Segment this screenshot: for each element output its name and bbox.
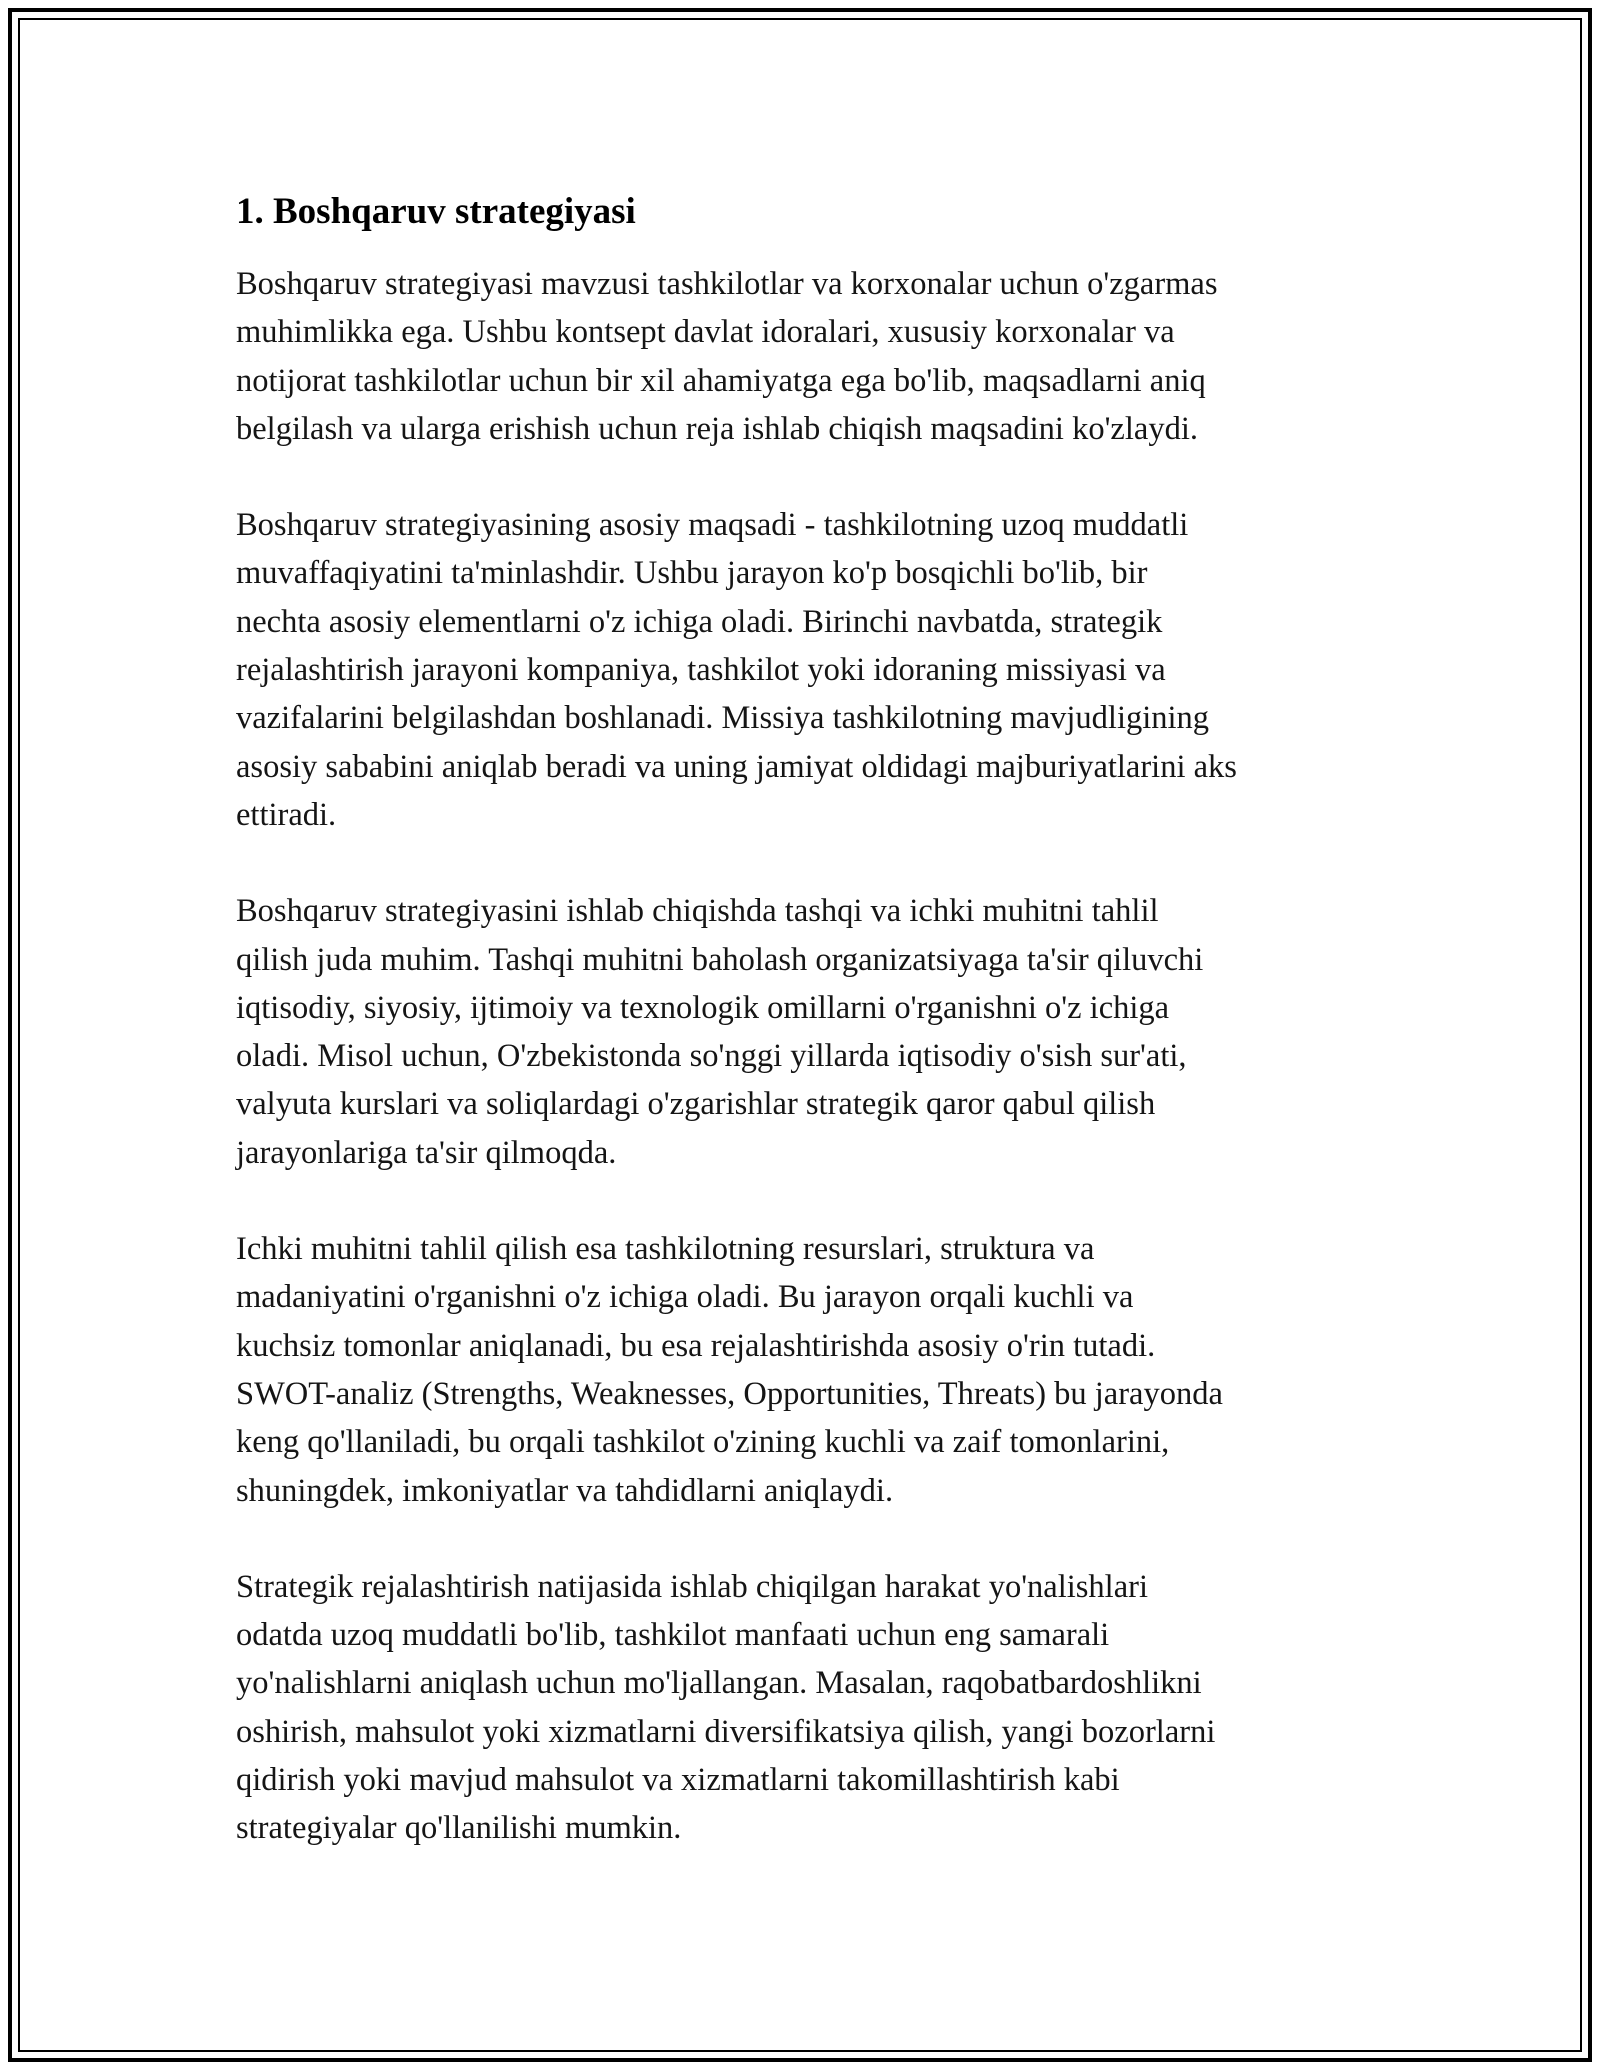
paragraph-line: strategiyalar qo'llanilishi mumkin. [236, 1810, 682, 1847]
paragraph-line: iqtisodiy, siyosiy, ijtimoiy va texnologik omillarni o'rganishni o'z ichiga [236, 989, 1170, 1026]
paragraph-line: valyuta kurslari va soliqlardagi o'zgarishlar strategik qaror qabul qilish [236, 1086, 1156, 1123]
paragraph-line: oladi. Misol uchun, O'zbekistonda so'nggi yillarda iqtisodiy o'sish sur'ati, [236, 1038, 1187, 1075]
paragraph-line: oshirish, mahsulot yoki xizmatlarni diversifikatsiya qilish, yangi bozorlarni [236, 1713, 1216, 1750]
paragraph-3 [236, 887, 1376, 1177]
paragraph-line: notijorat tashkilotlar uchun bir xil ahamiyatga ega bo'lib, maqsadlarni aniq [236, 362, 1206, 399]
paragraph-line: madaniyatini o'rganishni o'z ichiga oladi. Bu jarayon orqali kuchli va [236, 1279, 1134, 1316]
paragraph-line: asosiy sababini aniqlab beradi va uning jamiyat oldidagi majburiyatlarini aks [236, 748, 1237, 785]
paragraph-line: kuchsiz tomonlar aniqlanadi, bu esa rejalashtirishda asosiy o'rin tutadi. [236, 1327, 1156, 1364]
paragraph-line: yo'nalishlarni aniqlash uchun mo'ljallangan. Masalan, raqobatbardoshlikni [236, 1665, 1202, 1702]
paragraph-line: Boshqaruv strategiyasining asosiy maqsadi - tashkilotning uzoq muddatli [236, 507, 1189, 544]
paragraph-line: Boshqaruv strategiyasini ishlab chiqishda tashqi va ichki muhitni tahlil [236, 893, 1159, 930]
paragraph-line: belgilash va ularga erishish uchun reja ishlab chiqish maqsadini ko'zlaydi. [236, 410, 1198, 447]
section-heading: 1. Boshqaruv strategiyasi [236, 191, 636, 232]
paragraph-line: muhimlikka ega. Ushbu kontsept davlat idoralari, xususiy korxonalar va [236, 314, 1175, 351]
paragraph-line: SWOT-analiz (Strengths, Weaknesses, Opportunities, Threats) bu jarayonda [236, 1375, 1223, 1412]
paragraph-line: rejalashtirish jarayoni kompaniya, tashkilot yoki idoraning missiyasi va [236, 652, 1166, 689]
paragraph-line: qilish juda muhim. Tashqi muhitni baholash organizatsiyaga ta'sir qiluvchi [236, 941, 1204, 978]
paragraph-5 [236, 1563, 1376, 1853]
paragraph-4 [236, 1225, 1376, 1515]
paragraph-line: Strategik rejalashtirish natijasida ishlab chiqilgan harakat yo'nalishlari [236, 1568, 1148, 1605]
paragraph-line: Ichki muhitni tahlil qilish esa tashkilotning resurslari, struktura va [236, 1231, 1095, 1268]
paragraph-2 [236, 501, 1376, 839]
paragraph-line: vazifalarini belgilashdan boshlanadi. Missiya tashkilotning mavjudligining [236, 700, 1210, 737]
paragraph-line: keng qo'llaniladi, bu orqali tashkilot o'zining kuchli va zaif tomonlarini, [236, 1424, 1170, 1461]
paragraph-line: qidirish yoki mavjud mahsulot va xizmatlarni takomillashtirish kabi [236, 1762, 1120, 1799]
paragraph-line: ettiradi. [236, 796, 337, 833]
paragraph-line: muvaffaqiyatini ta'minlashdir. Ushbu jarayon ko'p bosqichli bo'lib, bir [236, 555, 1148, 592]
paragraph-line: nechta asosiy elementlarni o'z ichiga oladi. Birinchi navbatda, strategik [236, 603, 1163, 640]
paragraph-line: jarayonlariga ta'sir qilmoqda. [236, 1134, 617, 1171]
document-body [236, 186, 1376, 1853]
paragraph-1 [236, 260, 1376, 453]
paragraph-line: odatda uzoq muddatli bo'lib, tashkilot manfaati uchun eng samarali [236, 1617, 1110, 1654]
paragraph-line: Boshqaruv strategiyasi mavzusi tashkilotlar va korxonalar uchun o'zgarmas [236, 266, 1218, 302]
paragraph-line: shuningdek, imkoniyatlar va tahdidlarni aniqlaydi. [236, 1472, 894, 1509]
